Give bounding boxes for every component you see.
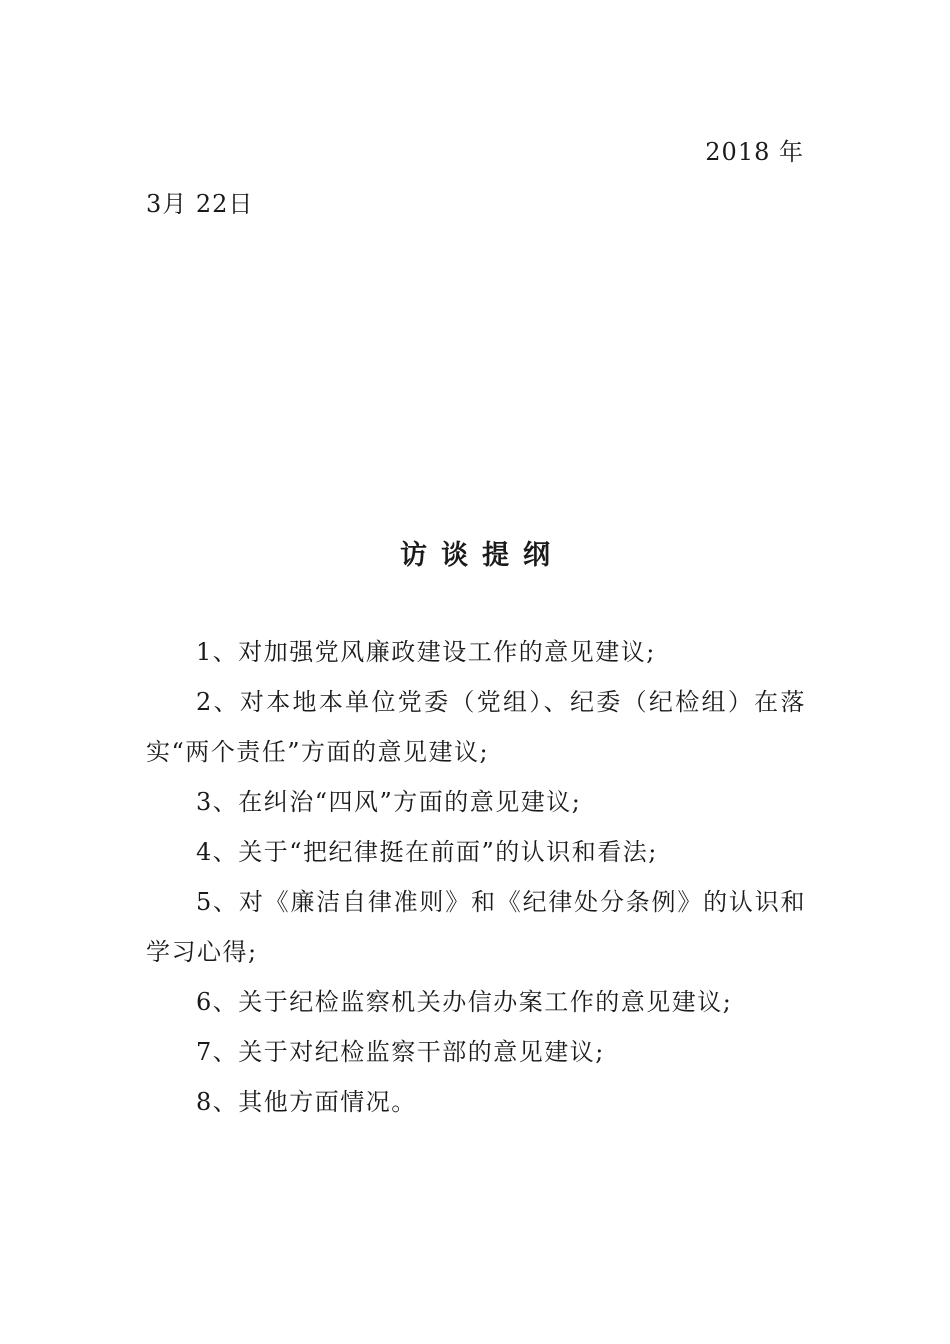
outline-item-3: 3、在纠治“四风”方面的意见建议; [196,788,582,816]
outline-item-2: 2、对本地本单位党委（党组）、纪委（纪检组）在落实“两个责任”方面的意见建议; [146,688,806,766]
date-month-day: 3月 22日 [146,190,254,218]
outline-item-5: 5、对《廉洁自律准则》和《纪律处分条例》的认识和学习心得; [146,888,806,966]
date-year: 2018 年 [705,138,804,166]
outline-item-4: 4、关于“把纪律挺在前面”的认识和看法; [196,838,658,866]
outline-item-1: 1、对加强党风廉政建设工作的意见建议; [196,638,656,666]
outline-list [146,627,806,1127]
outline-item-7: 7、关于对纪检监察干部的意见建议; [196,1038,605,1066]
document-title: 访谈提纲 [400,540,564,571]
outline-item-6: 6、关于纪检监察机关办信办案工作的意见建议; [196,988,733,1016]
outline-item-8: 8、其他方面情况。 [196,1088,417,1116]
